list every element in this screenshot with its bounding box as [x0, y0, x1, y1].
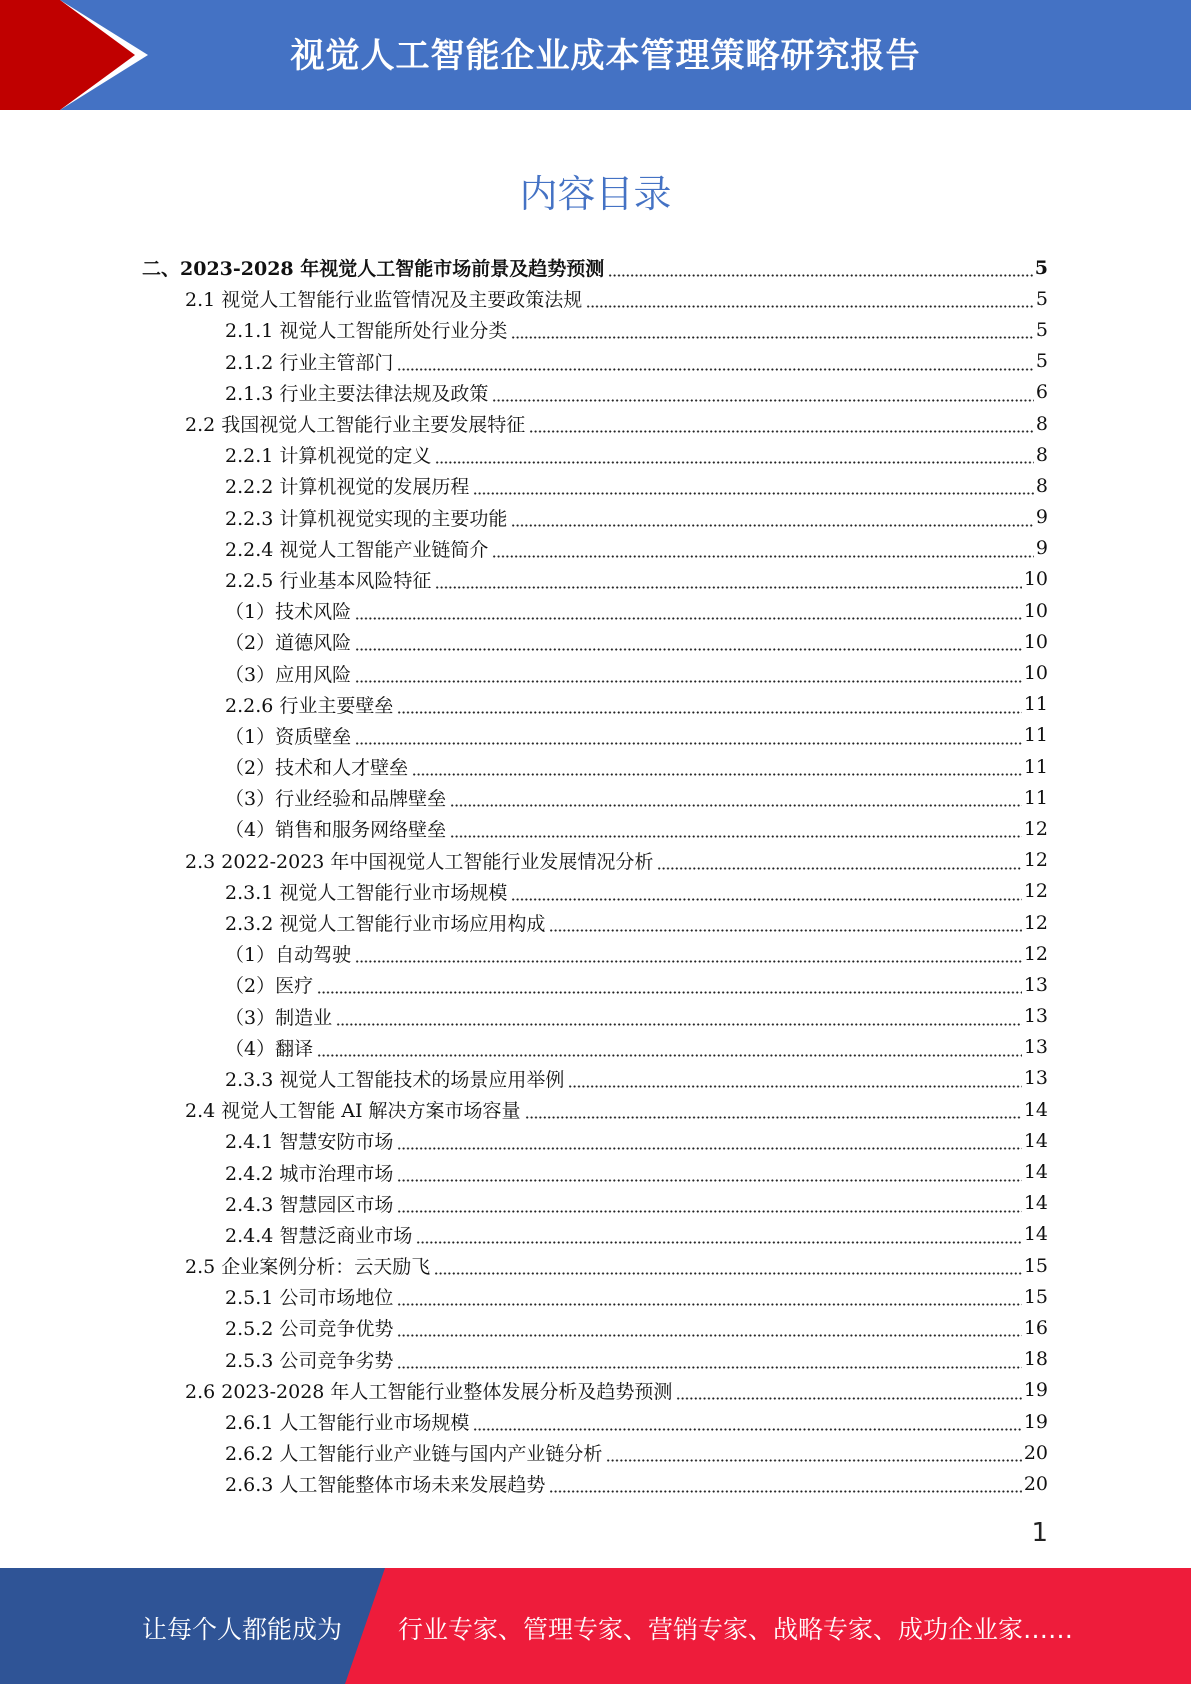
dot-leader [355, 664, 1022, 683]
toc-entry-label: 2.2.6 行业主要壁垒 [225, 694, 394, 717]
toc-entry-page: 10 [1023, 662, 1048, 685]
toc-entry-page: 11 [1023, 724, 1048, 747]
toc-entry[interactable] [0, 314, 1191, 345]
toc-entry-page: 5 [1035, 350, 1048, 373]
dot-leader [355, 944, 1022, 963]
toc-entry-page: 9 [1035, 537, 1048, 560]
toc-entry-label: （3）制造业 [225, 1006, 333, 1029]
toc-entry-label: （4）翻译 [225, 1037, 314, 1060]
toc-entry-page: 13 [1023, 1036, 1048, 1059]
toc-entry-page: 11 [1023, 786, 1048, 809]
toc-entry-page: 13 [1023, 1005, 1048, 1028]
toc-entry-page: 20 [1023, 1472, 1048, 1495]
toc-entry[interactable] [0, 1468, 1191, 1499]
toc-entry[interactable] [0, 845, 1191, 876]
table-of-contents [0, 252, 1191, 1500]
toc-entry-page: 10 [1023, 599, 1048, 622]
toc-entry-label: 2.4.1 智慧安防市场 [225, 1131, 394, 1154]
dot-leader [568, 1069, 1021, 1088]
toc-entry[interactable] [0, 1312, 1191, 1343]
toc-entry[interactable] [0, 1344, 1191, 1375]
toc-entry-label: （4）销售和服务网络壁垒 [225, 819, 447, 842]
toc-entry[interactable] [0, 408, 1191, 439]
dot-leader [416, 1225, 1021, 1244]
dot-leader [317, 1038, 1022, 1057]
toc-entry-page: 10 [1023, 630, 1048, 653]
toc-entry[interactable] [0, 283, 1191, 314]
dot-leader [397, 352, 1034, 371]
toc-entry[interactable] [0, 938, 1191, 969]
toc-entry-label: （1）自动驾驶 [225, 944, 352, 967]
dot-leader [586, 289, 1034, 308]
toc-entry-page: 12 [1023, 817, 1048, 840]
toc-entry-page: 11 [1023, 693, 1048, 716]
dot-leader [397, 1194, 1021, 1213]
dot-leader [511, 508, 1034, 527]
dot-leader [397, 1287, 1021, 1306]
toc-entry[interactable] [0, 1001, 1191, 1032]
toc-entry-label: 2.3 2022-2023 年中国视觉人工智能行业发展情况分析 [185, 850, 654, 873]
toc-entry-label: 2.3.2 视觉人工智能行业市场应用构成 [225, 913, 546, 936]
toc-entry-label: （2）医疗 [225, 975, 314, 998]
toc-entry-page: 19 [1023, 1379, 1048, 1402]
toc-entry-label: 2.6 2023-2028 年人工智能行业整体发展分析及趋势预测 [185, 1380, 673, 1403]
dot-leader [511, 320, 1034, 339]
toc-entry[interactable] [0, 346, 1191, 377]
toc-entry[interactable] [0, 1281, 1191, 1312]
toc-entry-page: 19 [1023, 1410, 1048, 1433]
toc-entry-label: 2.3.3 视觉人工智能技术的场景应用举例 [225, 1068, 565, 1091]
toc-entry-label: 2.2.1 计算机视觉的定义 [225, 445, 432, 468]
toc-entry-label: 2.1 视觉人工智能行业监管情况及主要政策法规 [185, 289, 583, 312]
toc-entry[interactable] [0, 595, 1191, 626]
toc-entry-page: 6 [1035, 381, 1048, 404]
dot-leader [529, 414, 1034, 433]
toc-entry[interactable] [0, 1188, 1191, 1219]
toc-entry-page: 14 [1023, 1098, 1048, 1121]
toc-entry[interactable] [0, 782, 1191, 813]
toc-entry[interactable] [0, 1250, 1191, 1281]
toc-entry-label: 2.6.1 人工智能行业市场规模 [225, 1412, 470, 1435]
toc-entry[interactable] [0, 564, 1191, 595]
toc-entry-label: （3）行业经验和品牌壁垒 [225, 788, 447, 811]
footer-slogan-left: 让每个人都能成为 [142, 1615, 343, 1644]
toc-entry-page: 14 [1023, 1192, 1048, 1215]
toc-entry[interactable] [0, 1219, 1191, 1250]
toc-entry-page: 8 [1035, 412, 1048, 435]
footer-slogan-right: 行业专家、管理专家、营销专家、战略专家、成功企业家…… [398, 1615, 1074, 1644]
dot-leader [473, 1412, 1021, 1431]
toc-entry-label: 2.4.4 智慧泛商业市场 [225, 1224, 413, 1247]
report-title: 视觉人工智能企业成本管理策略研究报告 [290, 36, 921, 76]
toc-entry-label: 2.6.3 人工智能整体市场未来发展趋势 [225, 1474, 546, 1497]
toc-entry-label: 2.6.2 人工智能行业产业链与国内产业链分析 [225, 1443, 603, 1466]
toc-entry[interactable] [0, 1437, 1191, 1468]
dot-leader [434, 1256, 1022, 1275]
dot-leader [397, 1350, 1021, 1369]
toc-entry[interactable] [0, 377, 1191, 408]
toc-entry-label: （3）应用风险 [225, 663, 352, 686]
toc-entry[interactable] [0, 907, 1191, 938]
toc-entry[interactable] [0, 439, 1191, 470]
toc-entry-page: 10 [1023, 568, 1048, 591]
toc-entry-label: 2.5.1 公司市场地位 [225, 1287, 394, 1310]
dot-leader [492, 383, 1034, 402]
toc-entry[interactable] [0, 1032, 1191, 1063]
toc-entry-page: 20 [1023, 1441, 1048, 1464]
dot-leader [676, 1381, 1021, 1400]
toc-entry-label: （2）道德风险 [225, 632, 352, 655]
toc-entry-page: 5 [1035, 287, 1048, 310]
toc-entry-label: 2.2.2 计算机视觉的发展历程 [225, 476, 470, 499]
dot-leader [608, 258, 1033, 277]
toc-entry-label: 2.1.1 视觉人工智能所处行业分类 [225, 320, 508, 343]
toc-entry-label: 二、2023-2028 年视觉人工智能市场前景及趋势预测 [142, 258, 605, 281]
toc-entry[interactable] [0, 502, 1191, 533]
footer-banner [0, 1568, 1191, 1684]
toc-heading: 内容目录 [519, 172, 672, 216]
toc-entry-label: （2）技术和人才壁垒 [225, 757, 409, 780]
toc-entry-page: 11 [1023, 755, 1048, 778]
toc-entry-label: 2.2.5 行业基本风险特征 [225, 569, 432, 592]
toc-entry[interactable] [0, 252, 1191, 283]
toc-entry[interactable] [0, 1375, 1191, 1406]
dot-leader [355, 726, 1022, 745]
toc-entry-label: 2.1.3 行业主要法律法规及政策 [225, 382, 489, 405]
toc-entry-label: 2.5.2 公司竞争优势 [225, 1318, 394, 1341]
toc-entry[interactable] [0, 720, 1191, 751]
toc-entry-label: 2.4.2 城市治理市场 [225, 1162, 394, 1185]
toc-entry[interactable] [0, 1156, 1191, 1187]
page-number: 1 [1031, 1518, 1048, 1548]
dot-leader [511, 882, 1021, 901]
toc-entry[interactable] [0, 657, 1191, 688]
dot-leader [473, 476, 1034, 495]
dot-leader [435, 570, 1021, 589]
dot-leader [492, 539, 1034, 558]
dot-leader [450, 788, 1022, 807]
toc-entry-page: 18 [1023, 1348, 1048, 1371]
dot-leader [397, 1131, 1021, 1150]
toc-entry[interactable] [0, 626, 1191, 657]
toc-entry-page: 12 [1023, 849, 1048, 872]
toc-entry[interactable] [0, 876, 1191, 907]
toc-entry-page: 5 [1034, 256, 1048, 279]
toc-entry[interactable] [0, 1094, 1191, 1125]
dot-leader [355, 601, 1022, 620]
toc-entry-label: 2.5.3 公司竞争劣势 [225, 1349, 394, 1372]
toc-entry-page: 14 [1023, 1223, 1048, 1246]
toc-entry-label: 2.2.4 视觉人工智能产业链简介 [225, 538, 489, 561]
toc-entry-label: 2.1.2 行业主管部门 [225, 351, 394, 374]
toc-entry-label: （1）技术风险 [225, 601, 352, 624]
toc-entry[interactable] [0, 751, 1191, 782]
toc-entry-page: 12 [1023, 942, 1048, 965]
toc-entry-page: 14 [1023, 1161, 1048, 1184]
toc-entry-page: 8 [1035, 443, 1048, 466]
toc-entry-page: 15 [1023, 1285, 1048, 1308]
dot-leader [412, 757, 1022, 776]
dot-leader [657, 851, 1021, 870]
toc-entry[interactable] [0, 533, 1191, 564]
toc-entry-label: 2.3.1 视觉人工智能行业市场规模 [225, 881, 508, 904]
dot-leader [397, 695, 1021, 714]
toc-entry-label: 2.5 企业案例分析：云天励飞 [185, 1256, 431, 1279]
toc-entry-page: 15 [1023, 1254, 1048, 1277]
dot-leader [435, 445, 1034, 464]
toc-entry-label: 2.2.3 计算机视觉实现的主要功能 [225, 507, 508, 530]
toc-entry[interactable] [0, 1063, 1191, 1094]
dot-leader [525, 1100, 1022, 1119]
dot-leader [606, 1443, 1021, 1462]
toc-entry-page: 9 [1035, 506, 1048, 529]
dot-leader [549, 1474, 1021, 1493]
toc-entry[interactable] [0, 689, 1191, 720]
toc-entry-label: 2.2 我国视觉人工智能行业主要发展特征 [185, 414, 526, 437]
toc-entry-label: 2.4.3 智慧园区市场 [225, 1193, 394, 1216]
toc-entry-page: 8 [1035, 474, 1048, 497]
dot-leader [549, 913, 1021, 932]
dot-leader [450, 819, 1022, 838]
dot-leader [397, 1163, 1021, 1182]
toc-entry-page: 12 [1023, 880, 1048, 903]
dot-leader [355, 632, 1022, 651]
report-header [0, 0, 1191, 110]
toc-entry-page: 13 [1023, 1067, 1048, 1090]
toc-entry-page: 16 [1023, 1316, 1048, 1339]
toc-entry[interactable] [0, 1406, 1191, 1437]
toc-entry-page: 14 [1023, 1129, 1048, 1152]
toc-entry-label: （1）资质壁垒 [225, 725, 352, 748]
toc-entry[interactable] [0, 470, 1191, 501]
toc-entry[interactable] [0, 813, 1191, 844]
toc-entry-page: 12 [1023, 911, 1048, 934]
toc-entry[interactable] [0, 1125, 1191, 1156]
dot-leader [336, 1007, 1022, 1026]
toc-entry-label: 2.4 视觉人工智能 AI 解决方案市场容量 [185, 1100, 521, 1123]
toc-entry-page: 13 [1023, 973, 1048, 996]
toc-entry-page: 5 [1035, 318, 1048, 341]
toc-entry[interactable] [0, 969, 1191, 1000]
dot-leader [397, 1318, 1021, 1337]
dot-leader [317, 975, 1022, 994]
